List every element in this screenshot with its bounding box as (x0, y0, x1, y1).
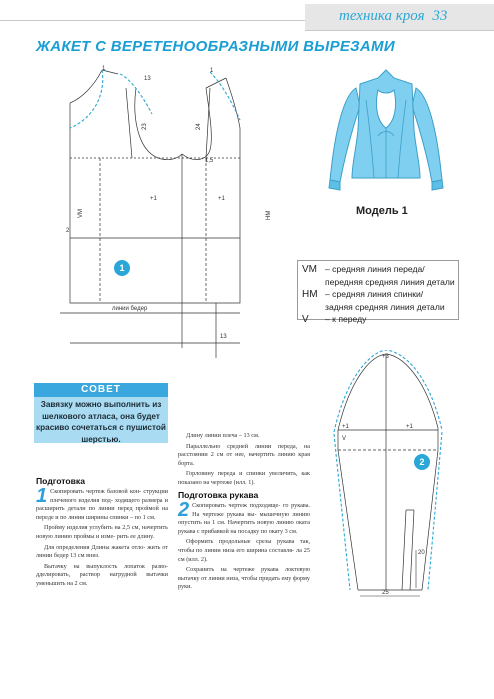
model-caption: Модель 1 (356, 205, 408, 217)
section-name: техника кроя (339, 8, 425, 24)
body-paragraph: Горловину переда и спинки увеличить, как показано на чертеже (илл. 1). (178, 470, 310, 486)
badge-number: 2 (419, 457, 425, 467)
header-rule (0, 20, 310, 21)
preparation-paragraph: Скопировать чертеж базовой кон- струкции плечевого изделия под- ходящего размера и расширить детали по линии перед проймой на переде и по линии ширины спинки – по 1 см. (36, 488, 168, 521)
pattern-label: 13 (220, 334, 227, 340)
preparation-paragraph: Вытачку на выпуклость лопаток разво- дделировать, раствор нагрудной вытачки уменьшить на 2 см. (36, 562, 168, 587)
tip-text: Завязку можно выполнить из шелкового атласа, она будет красиво сочетаться с пушистой шерстью. (36, 400, 166, 444)
step-number: 1 (36, 485, 48, 507)
pattern-label: 2 (66, 228, 70, 234)
jacket-illustration (316, 60, 456, 200)
pattern-label: HM (266, 210, 272, 220)
sleeve-heading: Подготовка рукава (178, 490, 259, 500)
pattern-label: линии бедер (112, 306, 148, 312)
pattern-label: 1 (102, 66, 106, 72)
legend-row (302, 313, 458, 326)
pattern-label: 24 (196, 123, 202, 130)
pattern-label: 1,5 (205, 158, 214, 164)
article-title: ЖАКЕТ С ВЕРЕТЕНООБРАЗНЫМИ ВЫРЕЗАМИ (36, 38, 395, 55)
legend-text: передняя средняя линия детали (325, 277, 455, 287)
preparation-heading: Подготовка (36, 476, 85, 486)
pattern-label: +1 (218, 196, 225, 202)
sleeve-column (178, 499, 310, 592)
pattern-label: VM (78, 209, 84, 218)
pattern-draft-sleeve (330, 350, 460, 600)
pattern-label: +1 (150, 196, 157, 202)
badge-number: 1 (119, 263, 125, 273)
preparation-column (36, 485, 168, 589)
body-paragraph: Параллельно средней линии переда, на расстоянии 2 см от нее, начертить линию края борта. (178, 442, 310, 467)
pattern-label: 23 (142, 123, 148, 130)
abbreviation-legend (297, 260, 459, 325)
pattern-label: 1 (210, 68, 214, 74)
step-number: 2 (178, 499, 190, 521)
legend-row (302, 301, 458, 313)
running-head (339, 8, 447, 25)
preparation-paragraph: Пройму изделия углубить на 2,5 см, начертить новую линию проймы и изме- рить ее длину. (36, 524, 168, 540)
legend-key: HM (302, 289, 318, 300)
pattern-label: +1 (406, 424, 413, 430)
legend-row (302, 288, 458, 301)
legend-row (302, 263, 458, 276)
legend-text: – к переду (325, 314, 367, 324)
pattern-label: V (342, 436, 347, 442)
pattern-label: 20 (418, 550, 425, 556)
legend-text: – средняя линия переда/ (325, 264, 425, 274)
sleeve-paragraph: Оформить продольные срезы рукава так, чтобы по линии низа его ширина составля- ла 25 см (илл. 2). (178, 538, 310, 563)
legend-key: VM (302, 264, 317, 275)
pattern-label: 13 (144, 76, 151, 82)
legend-key: V (302, 314, 309, 325)
pattern-label: +1 (342, 424, 349, 430)
pattern-label: 25 (382, 590, 389, 596)
page-number: 33 (432, 8, 448, 24)
tip-heading: СОВЕТ (34, 383, 168, 397)
legend-text: задняя средняя линия детали (325, 302, 445, 312)
header-tab (305, 4, 494, 31)
pattern-label: +3 (382, 354, 389, 360)
pattern-draft-bodice (60, 58, 300, 368)
legend-row (302, 276, 458, 288)
middle-column-top (178, 432, 310, 488)
legend-text: – средняя линия спинки/ (325, 289, 424, 299)
sleeve-paragraph: Скопировать чертеж подходяще- го рукава. На чертеже рукава вы- мышечную линию опустить на 1 см. Начертить новую линию оката рукава с прибавкой на посадку по окату 3 см. (178, 502, 310, 535)
body-paragraph: Длину линии плеча – 13 см. (186, 432, 260, 439)
sleeve-paragraph: Сохранить на чертеже рукава локтевую вытачку от линии низа, чтобы придать ему форму руки. (178, 566, 310, 591)
preparation-paragraph: Для определения Длины жакета отло- жить от линии бедер 13 см вниз. (36, 543, 168, 560)
